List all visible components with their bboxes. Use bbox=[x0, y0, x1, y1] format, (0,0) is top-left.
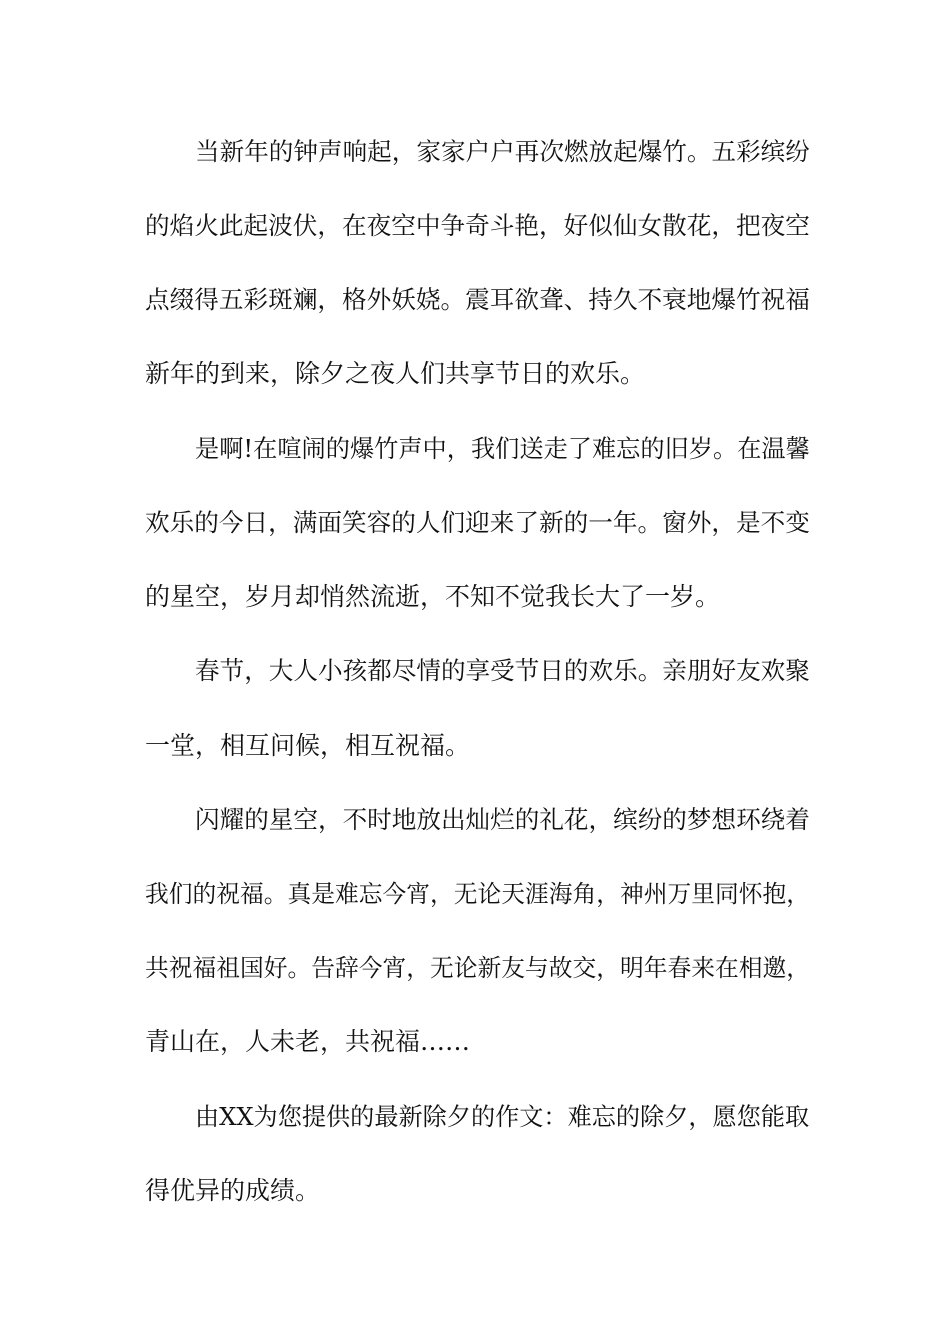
paragraph-3-line-2: 一堂，相互问候，相互祝福。 bbox=[145, 731, 471, 760]
paragraph-5-line-2: 得优异的成绩。 bbox=[145, 1176, 321, 1205]
paragraph-3-line-1: 春节，大人小孩都尽情的享受节日的欢乐。亲朋好友欢聚 bbox=[195, 656, 810, 685]
paragraph-5-line-1: 由XX为您提供的最新除夕的作文：难忘的除夕，愿您能取 bbox=[195, 1103, 810, 1131]
paragraph-1-line-2: 的焰火此起波伏，在夜空中争奇斗艳，好似仙女散花，把夜空 bbox=[145, 211, 810, 240]
paragraph-4-line-1: 闪耀的星空，不时地放出灿烂的礼花，缤纷的梦想环绕着 bbox=[195, 805, 810, 834]
paragraph-1-line-3: 点缀得五彩斑斓，格外妖娆。震耳欲聋、持久不衰地爆竹祝福 bbox=[145, 285, 810, 314]
paragraph-2-line-1: 是啊!在喧闹的爆竹声中，我们送走了难忘的旧岁。在温馨 bbox=[195, 435, 810, 463]
paragraph-4-line-2: 我们的祝福。真是难忘今宵，无论天涯海角，神州万里同怀抱， bbox=[145, 880, 811, 908]
paragraph-1-line-1: 当新年的钟声响起，家家户户再次燃放起爆竹。五彩缤纷 bbox=[195, 137, 810, 166]
paragraph-1-line-4: 新年的到来，除夕之夜人们共享节日的欢乐。 bbox=[145, 359, 646, 388]
paragraph-2-line-2: 欢乐的今日，满面笑容的人们迎来了新的一年。窗外，是不变 bbox=[145, 508, 810, 537]
paragraph-4-line-4: 青山在，人未老，共祝福…… bbox=[145, 1027, 471, 1056]
paragraph-4-line-3: 共祝福祖国好。告辞今宵，无论新友与故交，明年春来在相邀， bbox=[145, 954, 811, 982]
paragraph-2-line-3: 的星空，岁月却悄然流逝，不知不觉我长大了一岁。 bbox=[145, 582, 721, 611]
